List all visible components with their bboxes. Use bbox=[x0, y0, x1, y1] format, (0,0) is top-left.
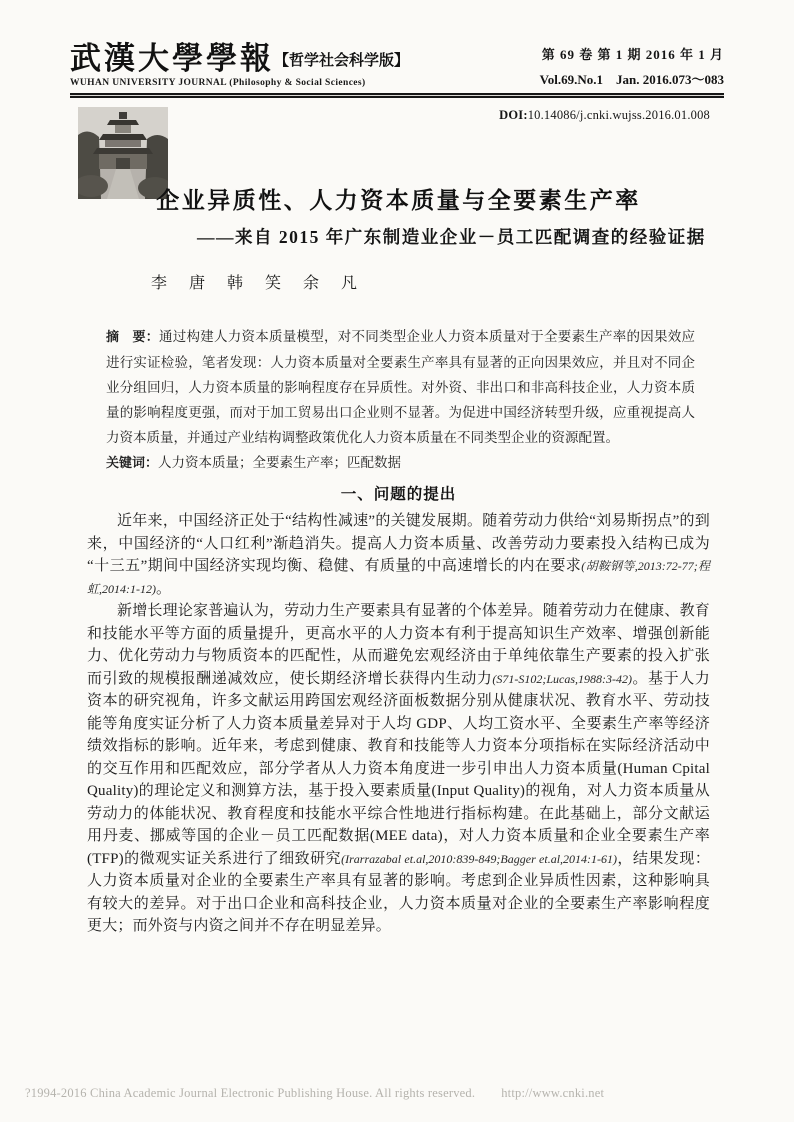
copyright-text: ?1994-2016 China Academic Journal Electronic Publishing House. All rights reserved. bbox=[25, 1086, 476, 1100]
paragraph-2-text-2: 。基于人力资本的研究视角，许多文献运用跨国宏观经济面板数据分别从健康状况、教育水平、劳动技能等角度实证分析了人力资本质量差异对于人均 GDP、人均工资水平、全要素生产率等经济绩效指标的影响。近年来，考虑到健康、教育和技能等人力资本分项指标在实际经济活动中的交互作用和匹配效应，部分学者从人力资本角度进一步引申出人力资本质量(Human Cpital Quality)的理论定义和测算方法，基于投入要素质量(Input Quality)的视角，对人力资本质量从劳动力的体能状况、教育程度和技能水平综合性地进行指标构建。在此基础上，部分文献运用丹麦、挪威等国的企业－员工匹配数据(MEE data)，对人力资本质量和企业全要素生产率(TFP)的微观实证关系进行了细致研究 bbox=[87, 670, 710, 867]
keywords-line bbox=[106, 450, 695, 476]
masthead-divider-rule bbox=[70, 93, 724, 98]
journal-brand bbox=[70, 41, 410, 88]
keywords-label: 关键词： bbox=[106, 456, 159, 471]
journal-name-english: WUHAN UNIVERSITY JOURNAL (Philosophy & Social Sciences) bbox=[70, 78, 366, 88]
article-content bbox=[87, 186, 710, 938]
article-subtitle: ——来自 2015 年广东制造业企业－员工匹配调查的经验证据 bbox=[197, 227, 706, 247]
cnki-copyright-footer bbox=[25, 1086, 769, 1101]
issue-volume-english: Vol.69.No.1 Jan. 2016.073～083 bbox=[539, 72, 724, 87]
paragraph-2-citation-1: (S71-S102;Lucas,1988:3-42) bbox=[492, 671, 633, 686]
doi-line bbox=[499, 108, 710, 123]
paragraph-2-text-3: ，结果发现：人力资本质量对企业的全要素生产率具有显著的影响。考虑到企业异质性因素，这种影响具有较大的差异。对于出口企业和高科技企业，人力资本质量对企业的全要素生产率影响程度更大；而外资与内资之间并不存在明显差异。 bbox=[87, 850, 711, 934]
article-title: 企业异质性、人力资本质量与全要素生产率 bbox=[156, 188, 641, 213]
cnki-url: http://www.cnki.net bbox=[501, 1086, 605, 1100]
abstract-text: 通过构建人力资本质量模型，对不同类型企业人力资本质量对于全要素生产率的因果效应进行实证检验，笔者发现：人力资本质量对全要素生产率具有显著的正向因果效应，并且对不同企业分组回归，人力资本质量的影响程度存在异质性。对外资、非出口和非高科技企业，人力资本质量的影响程度更强，而对于加工贸易出口企业则不显著。为促进中国经济转型升级，应重视提高人力资本质量，并通过产业结构调整政策优化人力资本质量在不同类型企业的资源配置。 bbox=[106, 329, 695, 445]
doi-label: DOI: bbox=[499, 108, 528, 122]
abstract-label: 摘 要： bbox=[106, 330, 159, 345]
issue-volume-chinese: 第 69 卷 第 1 期 2016 年 1 月 bbox=[541, 47, 724, 62]
paragraph-2-text-1: 新增长理论家普遍认为，劳动力生产要素具有显著的个体差异。随着劳动力在健康、教育和技能水平等方面的质量提升，更高水平的人力资本有利于提高知识生产效率、增强创新能力、优化劳动力与物质资本的匹配性，从而避免宏观经济由于单纯依靠生产要素的投入扩张而引致的规模报酬递减效应，使长期经济增长获得内生动力 bbox=[87, 603, 710, 687]
keywords-text: 人力资本质量；全要素生产率；匹配数据 bbox=[158, 455, 402, 470]
doi-value: 10.14086/j.cnki.wujss.2016.01.008 bbox=[527, 108, 710, 122]
paragraph-2-citation-2: (Irarrazabal et.al,2010:839-849;Bagger et.al,2014:1-61) bbox=[341, 851, 618, 866]
article-authors: 李 唐 韩 笑 余 凡 bbox=[151, 275, 361, 292]
paragraph-2 bbox=[87, 600, 710, 938]
journal-name-text: 武漢大學學報 bbox=[70, 41, 274, 77]
journal-name-chinese bbox=[70, 41, 410, 77]
issue-info bbox=[540, 44, 724, 88]
journal-edition-label: 【哲学社会科学版】 bbox=[274, 51, 410, 69]
paragraph-1-tail: 。 bbox=[156, 580, 172, 597]
paragraph-1 bbox=[87, 510, 710, 600]
journal-masthead bbox=[70, 41, 724, 88]
paragraph-1-citation: (胡鞍钢等,2013:72-77;程虹,2014:1-12) bbox=[87, 559, 710, 596]
abstract-block bbox=[106, 324, 695, 476]
paragraph-1-text: 近年来，中国经济正处于“结构性减速”的关键发展期。随着劳动力供给“刘易斯拐点”的到来，中国经济的“人口红利”渐趋消失。提高人力资本质量、改善劳动力要素投入结构已成为“十三五”期间中国经济实现均衡、稳健、有质量的中高速增长的内在要求 bbox=[87, 513, 710, 574]
section-1-heading: 一、问题的提出 bbox=[340, 485, 457, 503]
